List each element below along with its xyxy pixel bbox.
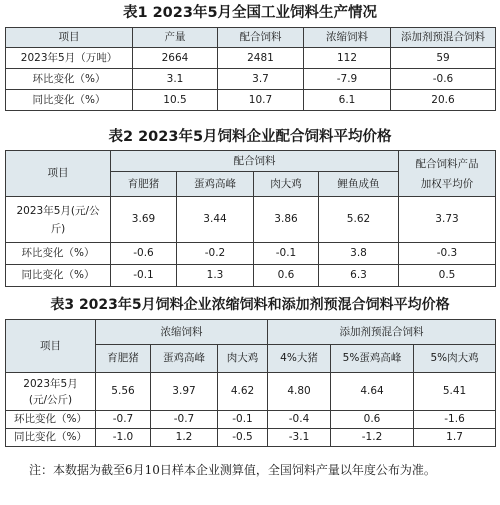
table3-subheader-cell: 蛋鸡高峰 (151, 345, 218, 373)
table-cell: 20.6 (391, 90, 496, 111)
table-cell: 3.8 (319, 243, 399, 265)
row-label: 同比变化（%） (6, 429, 96, 447)
table-cell: -0.6 (111, 243, 177, 265)
table-cell: 3.7 (218, 69, 304, 90)
table-row (6, 373, 496, 411)
table1-header-cell: 配合饲料 (218, 28, 304, 48)
table1-header-cell: 产量 (133, 28, 218, 48)
table-row (6, 197, 496, 243)
table-cell: -1.0 (96, 429, 151, 447)
table-cell: 3.97 (151, 373, 218, 411)
table2-group-header: 配合饲料 (111, 151, 399, 172)
table2 (5, 150, 496, 287)
table1-header-row (6, 28, 496, 48)
table-cell: 4.62 (218, 373, 268, 411)
table-cell: 5.62 (319, 197, 399, 243)
table-cell: 0.6 (254, 265, 319, 287)
table2-subheader-cell: 育肥猪 (111, 172, 177, 197)
row-label: 同比变化（%） (6, 90, 133, 111)
table1-header-cell: 添加剂预混合饲料 (391, 28, 496, 48)
table-cell: 3.69 (111, 197, 177, 243)
table1-header-cell: 项目 (6, 28, 133, 48)
table2-title: 表2 2023年5月饲料企业配合饲料平均价格 (108, 129, 392, 145)
table-cell: -0.2 (177, 243, 254, 265)
table-cell: -7.9 (304, 69, 391, 90)
table-cell: 4.64 (331, 373, 414, 411)
table-cell: 1.7 (414, 429, 496, 447)
table-cell: 59 (391, 48, 496, 69)
table-cell: -0.6 (391, 69, 496, 90)
table-cell: 3.86 (254, 197, 319, 243)
table3 (5, 319, 496, 447)
table-cell: -0.1 (111, 265, 177, 287)
table3-group-header: 添加剂预混合饲料 (268, 320, 496, 345)
table-row (6, 48, 496, 69)
table-row (6, 90, 496, 111)
table-cell: 2481 (218, 48, 304, 69)
table-cell: -0.7 (151, 411, 218, 429)
table3-subheader-cell: 5%肉大鸡 (414, 345, 496, 373)
table-row (6, 429, 496, 447)
row-label: 同比变化（%） (6, 265, 111, 287)
row-label: 环比变化（%） (6, 411, 96, 429)
table-cell: 3.44 (177, 197, 254, 243)
table-cell: 0.5 (399, 265, 496, 287)
table-cell: 3.1 (133, 69, 218, 90)
table-cell: 5.56 (96, 373, 151, 411)
table-cell: -0.3 (399, 243, 496, 265)
table-cell: 4.80 (268, 373, 331, 411)
table2-subheader-cell: 肉大鸡 (254, 172, 319, 197)
table-cell: -1.6 (414, 411, 496, 429)
row-label: 2023年5月(元/公斤) (6, 197, 111, 243)
table-cell: -3.1 (268, 429, 331, 447)
table1-title: 表1 2023年5月全国工业饲料生产情况 (122, 5, 378, 21)
row-label: 环比变化（%） (6, 243, 111, 265)
table3-subheader-cell: 5%蛋鸡高峰 (331, 345, 414, 373)
table-cell: -0.4 (268, 411, 331, 429)
table-cell: -0.1 (218, 411, 268, 429)
table2-item-header: 项目 (6, 151, 111, 197)
table-cell: -0.7 (96, 411, 151, 429)
row-label: 2023年5月（万吨） (6, 48, 133, 69)
table-cell: 1.3 (177, 265, 254, 287)
table-cell: -1.2 (331, 429, 414, 447)
table3-subheader-cell: 育肥猪 (96, 345, 151, 373)
table2-header-row (6, 151, 496, 172)
table2-subheader-cell: 蛋鸡高峰 (177, 172, 254, 197)
table-cell: 1.2 (151, 429, 218, 447)
table-cell: 5.41 (414, 373, 496, 411)
table-cell: 2664 (133, 48, 218, 69)
table-cell: 6.1 (304, 90, 391, 111)
table-cell: 10.5 (133, 90, 218, 111)
table-cell: 6.3 (319, 265, 399, 287)
table1-header-cell: 浓缩饲料 (304, 28, 391, 48)
row-label: 2023年5月(元/公斤) (6, 373, 96, 411)
table3-title: 表3 2023年5月饲料企业浓缩饲料和添加剂预混合饲料平均价格 (50, 297, 450, 313)
table-cell: 0.6 (331, 411, 414, 429)
table3-item-header: 项目 (6, 320, 96, 373)
row-label: 环比变化（%） (6, 69, 133, 90)
table-cell: -0.1 (254, 243, 319, 265)
table3-header-row (6, 320, 496, 345)
table3-subheader-cell: 4%大猪 (268, 345, 331, 373)
table3-group-header: 浓缩饲料 (96, 320, 268, 345)
table2-subheader-cell: 鲤鱼成鱼 (319, 172, 399, 197)
table3-subheader-cell: 肉大鸡 (218, 345, 268, 373)
table-row (6, 243, 496, 265)
table-row (6, 265, 496, 287)
table-cell: -0.5 (218, 429, 268, 447)
table-row (6, 411, 496, 429)
table-cell: 3.73 (399, 197, 496, 243)
table2-weighted-header: 配合饲料产品加权平均价 (399, 151, 496, 197)
table-cell: 112 (304, 48, 391, 69)
table1 (5, 27, 496, 111)
table-row (6, 69, 496, 90)
table-cell: 10.7 (218, 90, 304, 111)
footnote: 注：本数据为截至6月10日样本企业测算值，全国饲料产量以年度公布为准。 (29, 463, 436, 477)
